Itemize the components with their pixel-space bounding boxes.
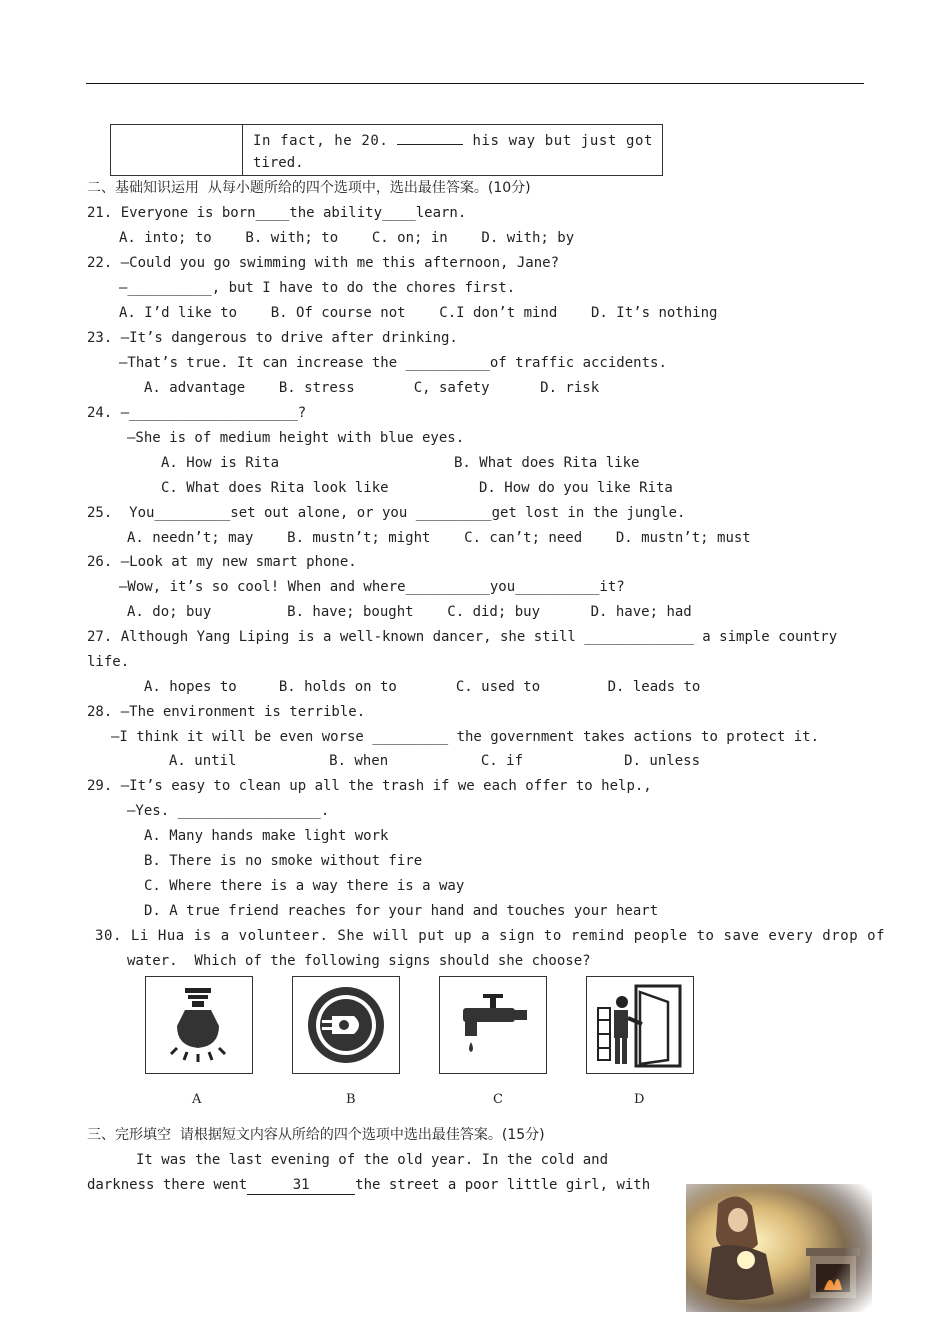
match-girl-illustration <box>686 1184 872 1312</box>
q22-line2: —__________, but I have to do the chores first. <box>119 280 516 296</box>
plug-icon <box>296 980 396 1070</box>
sign-label-d: D <box>634 1092 645 1107</box>
q30-line2: water. Which of the following signs should she choose? <box>127 953 591 969</box>
q24-line2: —She is of medium height with blue eyes. <box>127 430 465 446</box>
table-line2-text: tired. <box>253 155 304 171</box>
sign-label-c: C <box>493 1092 503 1107</box>
q22-options: A. I’d like to B. Of course not C.I don’t mind D. It’s nothing <box>119 305 718 321</box>
q27-options: A. hopes to B. holds on to C. used to D. leads to <box>144 679 701 695</box>
table-cell-line1 <box>253 130 653 150</box>
table-empty-cell <box>111 125 243 175</box>
q23-line2: —That’s true. It can increase the __________of traffic accidents. <box>119 355 667 371</box>
q24-option-d: D. How do you like Rita <box>479 480 673 496</box>
q29-stem: 29. —It’s easy to clean up all the trash if we each offer to help., <box>87 778 652 794</box>
passage-line2 <box>87 1176 650 1195</box>
blank-31: 31 <box>247 1176 355 1195</box>
q24-stem: 24. —____________________? <box>87 405 307 421</box>
table-line1-text: In fact, he 20. <box>253 133 398 149</box>
blank-20 <box>397 130 463 145</box>
passage-line2-start: darkness there went <box>87 1177 248 1193</box>
q29-option-c: C. Where there is a way there is a way <box>144 878 465 894</box>
section3-heading: 三、完形填空 请根据短文内容从所给的四个选项中选出最佳答案。(15分) <box>87 1127 545 1143</box>
q26-stem: 26. —Look at my new smart phone. <box>87 554 357 570</box>
q30-stem: 30. Li Hua is a volunteer. She will put up a sign to remind people to save every drop of <box>95 928 886 944</box>
sign-c-faucet <box>439 976 547 1074</box>
passage-line1: It was the last evening of the old year. In the cold and <box>136 1152 609 1168</box>
q28-stem: 28. —The environment is terrible. <box>87 704 366 720</box>
q24-option-b: B. What does Rita like <box>454 455 640 471</box>
person-door-icon <box>590 980 690 1070</box>
sign-label-b: B <box>346 1092 356 1107</box>
header-rule <box>86 83 864 84</box>
q24-option-c: C. What does Rita look like <box>161 480 389 496</box>
q29-option-a: A. Many hands make light work <box>144 828 389 844</box>
sign-label-a: A <box>192 1092 202 1107</box>
q21-options: A. into; to B. with; to C. on; in D. with; by <box>119 230 575 246</box>
sign-a-lightbulb <box>145 976 253 1074</box>
q28-line2: —I think it will be even worse _________ the government takes actions to protect it. <box>111 729 820 745</box>
q25-options: A. needn’t; may B. mustn’t; might C. can’t; need D. mustn’t; must <box>127 530 751 546</box>
q23-stem: 23. —It’s dangerous to drive after drinking. <box>87 330 458 346</box>
q26-line2: —Wow, it’s so cool! When and where__________you__________it? <box>119 579 625 595</box>
faucet-icon <box>443 980 543 1070</box>
q28-options: A. until B. when C. if D. unless <box>169 753 701 769</box>
q29-line2: —Yes. _________________. <box>127 803 330 819</box>
q29-option-b: B. There is no smoke without fire <box>144 853 423 869</box>
sign-d-person-door <box>586 976 694 1074</box>
q22-stem: 22. —Could you go swimming with me this afternoon, Jane? <box>87 255 560 271</box>
q21-stem: 21. Everyone is born____the ability____learn. <box>87 205 467 221</box>
passage-line2-end: the street a poor little girl, with <box>355 1177 651 1193</box>
lightbulb-icon <box>149 980 249 1070</box>
q25-stem: 25. You_________set out alone, or you _________get lost in the jungle. <box>87 505 686 521</box>
q29-option-d: D. A true friend reaches for your hand and touches your heart <box>144 903 659 919</box>
q24-option-a: A. How is Rita <box>161 455 280 471</box>
q27-stem: 27. Although Yang Liping is a well-known dancer, she still _____________ a simple country <box>87 629 838 645</box>
q23-options: A. advantage B. stress C, safety D. risk <box>144 380 600 396</box>
section2-heading: 二、基础知识运用 从每小题所给的四个选项中，选出最佳答案。(10分) <box>87 180 531 196</box>
q27-line2: life. <box>87 654 130 670</box>
sign-b-plug <box>292 976 400 1074</box>
q26-options: A. do; buy B. have; bought C. did; buy D. have; had <box>127 604 692 620</box>
table-line1-end: his way but just got <box>463 133 654 149</box>
